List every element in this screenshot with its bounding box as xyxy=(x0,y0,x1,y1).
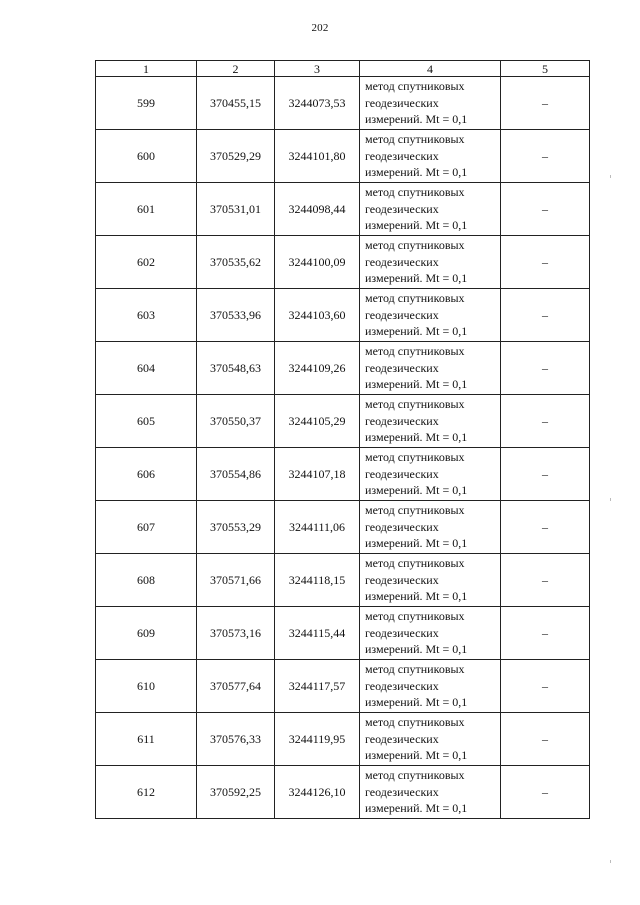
note-cell: – xyxy=(501,342,590,395)
method-line: геодезических xyxy=(365,784,439,799)
method-line: измерений. Mt = 0,1 xyxy=(365,165,468,180)
method-cell xyxy=(360,130,501,183)
point-number-cell: 604 xyxy=(96,342,197,395)
method-line: метод спутниковых xyxy=(365,238,465,253)
x-coordinate-cell: 370592,25 xyxy=(197,766,275,819)
x-coordinate-cell: 370548,63 xyxy=(197,342,275,395)
point-number-cell: 611 xyxy=(96,713,197,766)
y-coordinate-cell: 3244105,29 xyxy=(275,395,360,448)
point-number-cell: 601 xyxy=(96,183,197,236)
method-line: измерений. Mt = 0,1 xyxy=(365,324,468,339)
method-line: измерений. Mt = 0,1 xyxy=(365,112,468,127)
method-line: метод спутниковых xyxy=(365,609,465,624)
y-coordinate-cell: 3244118,15 xyxy=(275,554,360,607)
method-line: геодезических xyxy=(365,413,439,428)
method-cell xyxy=(360,607,501,660)
method-line: геодезических xyxy=(365,731,439,746)
note-cell: – xyxy=(501,660,590,713)
point-number-cell: 612 xyxy=(96,766,197,819)
y-coordinate-cell: 3244103,60 xyxy=(275,289,360,342)
method-line: измерений. Mt = 0,1 xyxy=(365,536,468,551)
x-coordinate-cell: 370577,64 xyxy=(197,660,275,713)
y-coordinate-cell: 3244100,09 xyxy=(275,236,360,289)
method-line: измерений. Mt = 0,1 xyxy=(365,483,468,498)
method-line: метод спутниковых xyxy=(365,397,465,412)
method-line: измерений. Mt = 0,1 xyxy=(365,218,468,233)
table-row xyxy=(96,183,590,236)
table-row xyxy=(96,77,590,130)
table-row xyxy=(96,236,590,289)
column-header-1: 1 xyxy=(96,61,197,77)
method-cell xyxy=(360,713,501,766)
table-row xyxy=(96,713,590,766)
method-cell xyxy=(360,448,501,501)
point-number-cell: 606 xyxy=(96,448,197,501)
method-line: измерений. Mt = 0,1 xyxy=(365,695,468,710)
method-cell xyxy=(360,501,501,554)
x-coordinate-cell: 370554,86 xyxy=(197,448,275,501)
method-line: метод спутниковых xyxy=(365,450,465,465)
method-line: измерений. Mt = 0,1 xyxy=(365,748,468,763)
method-line: метод спутниковых xyxy=(365,768,465,783)
table-row xyxy=(96,448,590,501)
y-coordinate-cell: 3244109,26 xyxy=(275,342,360,395)
table-row xyxy=(96,289,590,342)
point-number-cell: 607 xyxy=(96,501,197,554)
method-line: метод спутниковых xyxy=(365,79,465,94)
method-line: геодезических xyxy=(365,254,439,269)
note-cell: – xyxy=(501,289,590,342)
note-cell: – xyxy=(501,77,590,130)
method-line: геодезических xyxy=(365,201,439,216)
method-line: метод спутниковых xyxy=(365,715,465,730)
x-coordinate-cell: 370550,37 xyxy=(197,395,275,448)
method-line: измерений. Mt = 0,1 xyxy=(365,589,468,604)
x-coordinate-cell: 370576,33 xyxy=(197,713,275,766)
note-cell: – xyxy=(501,236,590,289)
method-line: геодезических xyxy=(365,625,439,640)
method-line: геодезических xyxy=(365,148,439,163)
method-line: геодезических xyxy=(365,95,439,110)
note-cell: – xyxy=(501,766,590,819)
method-line: геодезических xyxy=(365,466,439,481)
method-line: геодезических xyxy=(365,360,439,375)
x-coordinate-cell: 370533,96 xyxy=(197,289,275,342)
note-cell: – xyxy=(501,395,590,448)
x-coordinate-cell: 370553,29 xyxy=(197,501,275,554)
method-line: геодезических xyxy=(365,519,439,534)
method-line: геодезических xyxy=(365,307,439,322)
method-line: метод спутниковых xyxy=(365,344,465,359)
method-line: метод спутниковых xyxy=(365,185,465,200)
coordinates-table xyxy=(95,60,590,819)
table-body xyxy=(96,77,590,819)
method-line: геодезических xyxy=(365,678,439,693)
x-coordinate-cell: 370455,15 xyxy=(197,77,275,130)
y-coordinate-cell: 3244119,95 xyxy=(275,713,360,766)
note-cell: – xyxy=(501,554,590,607)
column-header-4: 4 xyxy=(360,61,501,77)
y-coordinate-cell: 3244101,80 xyxy=(275,130,360,183)
note-cell: – xyxy=(501,607,590,660)
x-coordinate-cell: 370529,29 xyxy=(197,130,275,183)
method-line: метод спутниковых xyxy=(365,132,465,147)
method-line: метод спутниковых xyxy=(365,662,465,677)
method-line: геодезических xyxy=(365,572,439,587)
note-cell: – xyxy=(501,183,590,236)
method-line: метод спутниковых xyxy=(365,503,465,518)
y-coordinate-cell: 3244111,06 xyxy=(275,501,360,554)
point-number-cell: 602 xyxy=(96,236,197,289)
method-line: измерений. Mt = 0,1 xyxy=(365,801,468,816)
y-coordinate-cell: 3244117,57 xyxy=(275,660,360,713)
note-cell: – xyxy=(501,448,590,501)
point-number-cell: 599 xyxy=(96,77,197,130)
method-line: метод спутниковых xyxy=(365,291,465,306)
table-header-row xyxy=(96,61,590,77)
method-line: измерений. Mt = 0,1 xyxy=(365,377,468,392)
method-cell xyxy=(360,77,501,130)
scan-edge-mark xyxy=(610,175,611,178)
note-cell: – xyxy=(501,713,590,766)
y-coordinate-cell: 3244126,10 xyxy=(275,766,360,819)
table-row xyxy=(96,395,590,448)
x-coordinate-cell: 370531,01 xyxy=(197,183,275,236)
note-cell: – xyxy=(501,501,590,554)
table-row xyxy=(96,660,590,713)
table-row xyxy=(96,130,590,183)
method-cell xyxy=(360,183,501,236)
method-cell xyxy=(360,395,501,448)
method-line: измерений. Mt = 0,1 xyxy=(365,271,468,286)
point-number-cell: 605 xyxy=(96,395,197,448)
method-line: измерений. Mt = 0,1 xyxy=(365,642,468,657)
y-coordinate-cell: 3244073,53 xyxy=(275,77,360,130)
point-number-cell: 608 xyxy=(96,554,197,607)
column-header-2: 2 xyxy=(197,61,275,77)
table-row xyxy=(96,766,590,819)
x-coordinate-cell: 370535,62 xyxy=(197,236,275,289)
table-row xyxy=(96,342,590,395)
point-number-cell: 609 xyxy=(96,607,197,660)
table-row xyxy=(96,501,590,554)
scan-edge-mark xyxy=(610,498,611,501)
page-number: 202 xyxy=(311,22,329,34)
method-cell xyxy=(360,236,501,289)
point-number-cell: 600 xyxy=(96,130,197,183)
method-cell xyxy=(360,342,501,395)
method-cell xyxy=(360,289,501,342)
column-header-3: 3 xyxy=(275,61,360,77)
y-coordinate-cell: 3244107,18 xyxy=(275,448,360,501)
point-number-cell: 610 xyxy=(96,660,197,713)
y-coordinate-cell: 3244098,44 xyxy=(275,183,360,236)
method-cell xyxy=(360,766,501,819)
table-row xyxy=(96,554,590,607)
method-cell xyxy=(360,554,501,607)
y-coordinate-cell: 3244115,44 xyxy=(275,607,360,660)
method-cell xyxy=(360,660,501,713)
method-line: метод спутниковых xyxy=(365,556,465,571)
column-header-5: 5 xyxy=(501,61,590,77)
point-number-cell: 603 xyxy=(96,289,197,342)
method-line: измерений. Mt = 0,1 xyxy=(365,430,468,445)
x-coordinate-cell: 370573,16 xyxy=(197,607,275,660)
scan-edge-mark xyxy=(610,860,611,863)
note-cell: – xyxy=(501,130,590,183)
table-row xyxy=(96,607,590,660)
x-coordinate-cell: 370571,66 xyxy=(197,554,275,607)
